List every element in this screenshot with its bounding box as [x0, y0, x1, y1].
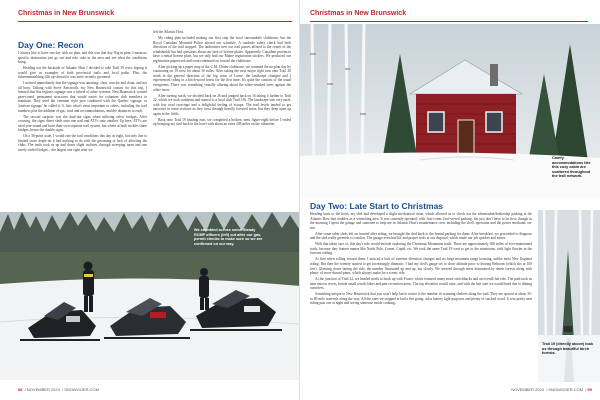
- paragraph: Something unique to New Brunswick that you won't help but to notice is the number of warming shelters along the trail. They are spaced at about 35- to 40-mile intervals along the way. All the ones we stopped at had a fire going, solar battery light purposes and plenty of stacked wood. It was pretty neat riding past one at night and seeing someone inside cooking.: [310, 292, 532, 306]
- paragraph: The second surprise was the dual-use signs when utilizing select bridges. After crossing, the signs direct sleds onto one trail and ATVs onto another. Up here, ATVs are used year-round and have their own separate trail system, but where at both trickles share bridges, hence the double signs.: [18, 114, 147, 133]
- article-column-1: [18, 51, 147, 209]
- photo-caption: We stumbled across some Steady RCMP officers (left) out after our gas, permit checks to make sure so we are confirmed on our way.: [194, 228, 263, 246]
- paragraph: Heading back to the hotel, my sled had developed a slight mechanical issue, which allowed us to check out the aftermarket/dealership parking at the Atlantic Host that doubles as a wrenching area. It was currently operated, with first-come, first-served parking. Set just don't have to be first; though in the morning I spent the garage and someone to help me in Atlantic Host's maintenance crew including the sled's operation and the power mechanic on-site.: [310, 212, 532, 230]
- section-kicker: Christmas in New Brunswick: [18, 10, 115, 17]
- photo-caption: Comfy accommodations like this cozy cabin are scattered throughout the trail network.: [552, 156, 591, 179]
- right-page: [300, 0, 600, 400]
- page-number: 59: [587, 387, 592, 392]
- site-name: SNOWGOER.COM: [64, 387, 99, 392]
- site-name: SNOWGOER.COM: [548, 387, 584, 392]
- section-heading: Day One: Recon: [18, 40, 84, 50]
- paragraph: I noticed immediately that the signage was amazing: clear, concise and clean, and not all busy. Talking with Steve Ainsworth, my New Brunswick contact for this trip, I learned that this region's signage was a hybrid of other systems: New Brunswick created gear-coned, permanent structures that would easier for volunteer club members to maintain. They used the 'remnant style post combined with the Quebec signage, or 'tourism signage' he called it. It lists what's most important to riders, including the trail numbers plus the addition of gas, food and accommodations, and the distances to each.: [18, 81, 147, 113]
- birch-trail-photo: [538, 210, 600, 382]
- paragraph: After turning north, we decided back on 26 and jumped back on 16 taking it further to Trail 22, which we took southeast and started to a local club Trail 316. The landscape was very rural, with few road crossings and a delightful feeling of escape. The trail levels tended to get narrower in some sections as they twist through heavily forested areas, but they deep open up again in the fields.: [153, 93, 291, 116]
- section-kicker: Christmas in New Brunswick: [310, 10, 407, 17]
- kicker-rule: [310, 21, 588, 22]
- paragraph: Back onto Trail 19 heading east, we completed a broken, semi figure-eight before I ended up bringing my sled back to the hotel with about an extra 208 miles on the odometer.: [153, 117, 291, 127]
- photo-caption: Trail 19 (directly above) took us through beautiful birch forests.: [542, 342, 594, 356]
- paragraph: I always like to have one day with no plan, and this was that day. Rig in plan, I mean no specific destination just go out and ride, take in the area and see what the conditions bring.: [18, 51, 147, 65]
- article-column-2: [153, 30, 291, 209]
- page-folio: 58 / NOVEMBER 2024 / SNOWGOER.COM: [18, 387, 99, 392]
- paragraph: With that taken care of, this day's ride would include exploring the Christmas Mountains trails. These are approximately 300 miles of ever-maintained trails, because they feature names like North Pole, Comet, Cupid, etc. We took the same Trail 19 west to get to the mountains, with light flurries in the forecast stiding.: [310, 242, 532, 256]
- kicker-rule: [18, 21, 292, 22]
- section-heading: Day Two: Late Start to Christmas: [310, 201, 444, 211]
- paragraph: left the Atlantic Host.: [153, 30, 184, 34]
- paragraph: After picking up a paper map of the C.M. Chaler clubhouse, we resumed the no-plan day by continuing on 19 west for about 30 miles. After taking the next major right turn onto Trail 26 north in the general direction of the big town of Lorne, the landscape changed and I experienced riding in a birch-wood forest for the first time. It's quite the contrast of the usual evergreens. There was something visually alluring about the white-trunked trees against the white snow.: [153, 64, 291, 92]
- paragraph: After some other sleds left on fronted after riding, we brought the sled back to the heated parking for them. After breakfast, we proceeded to diagnose and the sled really greenish is comfort. The garage even had lift and proper tools at our disposal, which made our job quicker and easier.: [310, 231, 532, 241]
- page-folio: NOVEMBER 2024 / SNOWGOER.COM / 59: [511, 387, 592, 392]
- article-body: [310, 212, 532, 384]
- issue-date: NOVEMBER 2024: [511, 387, 544, 392]
- paragraph: On a 36-point scale, I would rate the trail conditions this day as eight, but only due to limited snow depth on it had nothing to do with the grooming or lack of affecting the clubs. The trails took us up and down slight inclines, through sweeping turns and one nicely stuffed lodges – the largest one right after we: [18, 134, 147, 152]
- paragraph: At the junction of Trail 22, we headed north to hook up with Fraser, which featured many more switchbacks and an overall fun ride. The path took us near narrow rivers, beside small woods lakes and past recreation areas. The top elevation would raise, and with the late start we would head due to diming ourselves.: [310, 277, 532, 291]
- page-number: 58: [18, 387, 23, 392]
- paragraph: At first when rolling toward them, I noticed a lack of extreme elevation changes and no large mountain range looming, unlike most New England riding. But then the scenery started to get increasingly dramatic. I had my sled's gauge set to show altitude prior to leaving Belmont (which sits at 100 feet). Glancing down during the ride, the number fluctuated up and up, but slowly. We weaved through areas dominated by dense forests along with plenty of snow-dusted pines, which always make for a scenic ride.: [310, 257, 532, 276]
- paragraph: Heading out the backside of Atlantic Host I decided to take Trail 19 west, hoping it would give us examples of both provincial trails and local paths. Plus, the fuhrermenealding fills up showed it was meet recently groomed.: [18, 66, 147, 80]
- issue-date: NOVEMBER 2024: [26, 387, 60, 392]
- paragraph: My riding plan included making our first stop the local snowmobile clubhouse, but the Royal Canadian Mounted Police altered our schedule. A roadside safety check had both directions of the trail stopped. The authorities new our trail passes affixed to the center of the windshields but had questions about our lack of license plates. Apparently, Canadian provinces have a metal license plate, but we only had our Maine registration stickers. We produced our registration paperwork and soon continued on toward the clubhouse.: [153, 36, 291, 63]
